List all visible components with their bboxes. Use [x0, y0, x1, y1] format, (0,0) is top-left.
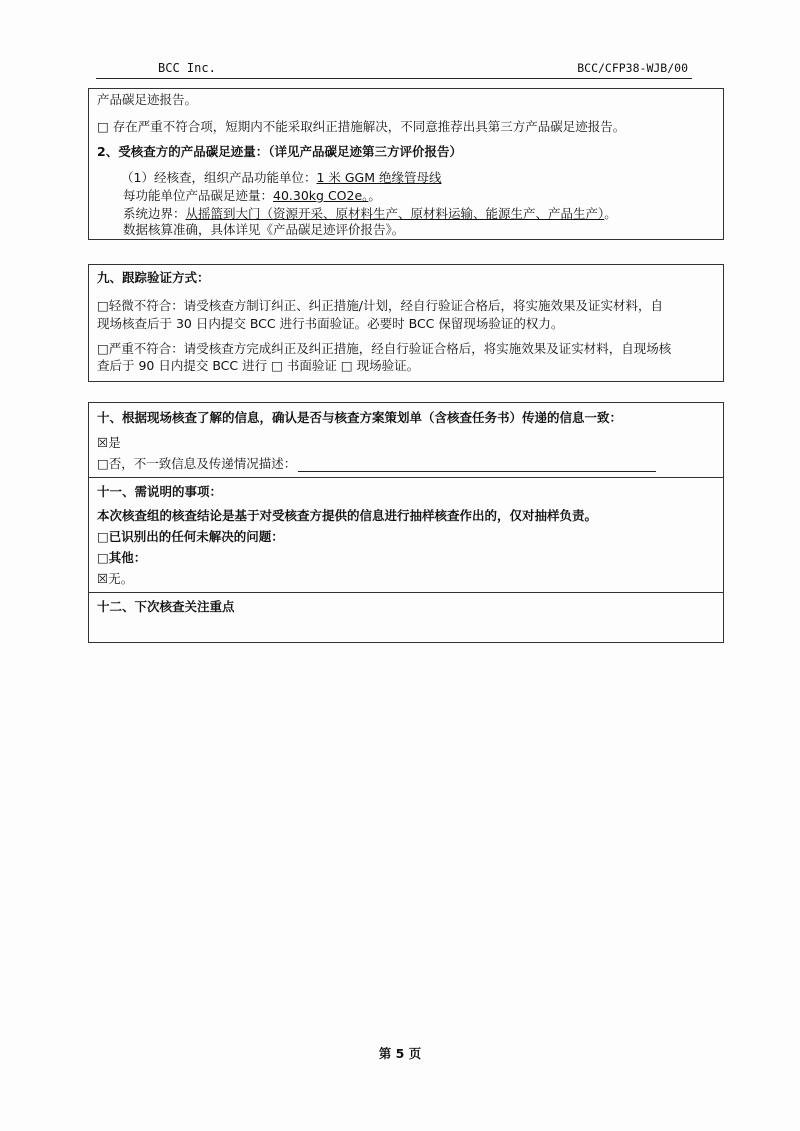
tracking-verification-heading: 九、跟踪验证方式： — [97, 270, 210, 285]
footprint-value: 40.30kg CO2e。 — [273, 188, 369, 203]
footprint-line: 每功能单位产品碳足迹量：40.30kg CO2e。。 — [123, 188, 381, 203]
page-number: 第 5 页 — [378, 1046, 422, 1061]
severe-nonconformity-line2: 查后于 90 日内提交 BCC 进行 □ 书面验证 □ 现场验证。 — [97, 358, 420, 373]
divider — [89, 592, 723, 593]
company-name: BCC Inc. — [158, 61, 216, 75]
report-continuation: 产品碳足迹报告。 — [97, 92, 198, 107]
unresolved-issues-option: □已识别出的任何未解决的问题： — [97, 529, 284, 544]
section9-box — [88, 264, 724, 382]
functional-unit-value: 1 米 GGM 绝缘管母线 — [316, 170, 442, 185]
consistency-no-option: □否，不一致信息及传递情况描述： — [97, 456, 656, 472]
document-code: BCC/CFP38-WJB/00 — [577, 61, 688, 75]
consistency-yes-option: ☒是 — [97, 435, 121, 450]
conclusion-statement: 本次核查组的核查结论是基于对受核查方提供的信息进行抽样核查作出的，仅对抽样负责。 — [97, 508, 598, 523]
severe-nonconformity-line1: □严重不符合：请受核查方完成纠正及纠正措施，经自行验证合格后，将实施效果及证实材料，自现场核 — [97, 341, 672, 356]
none-option: ☒无。 — [97, 571, 134, 586]
system-boundary-line: 系统边界：从摇篮到大门（资源开采、原材料生产、原材料运输、能源生产、产品生产）。 — [123, 206, 617, 221]
minor-nonconformity-line1: □轻微不符合：请受核查方制订纠正、纠正措施/计划，经自行验证合格后，将实施效果及证实材料，自 — [97, 298, 664, 313]
description-blank-line — [298, 459, 656, 472]
minor-nonconformity-line2: 现场核查后于 30 日内提交 BCC 进行书面验证。必要时 BCC 保留现场验证的权力。 — [97, 316, 564, 331]
section10-12-box — [88, 402, 724, 643]
section8-box — [88, 88, 724, 240]
functional-unit-line: （1）经核查，组织产品功能单位：1 米 GGM 绝缘管母线 — [121, 170, 442, 185]
data-accuracy-line: 数据核算准确，具体详见《产品碳足迹评价报告》。 — [123, 222, 405, 237]
carbon-footprint-heading: 2、受核查方的产品碳足迹量：（详见产品碳足迹第三方评价报告） — [97, 144, 462, 159]
page-header — [96, 58, 692, 79]
system-boundary-value: 从摇篮到大门（资源开采、原材料生产、原材料运输、能源生产、产品生产） — [185, 206, 605, 221]
consistency-heading: 十、根据现场核查了解的信息，确认是否与核查方案策划单（含核查任务书）传递的信息一致： — [97, 410, 623, 425]
severe-nonconformity-option: □ 存在严重不符合项，短期内不能采取纠正措施解决，不同意推荐出具第三方产品碳足迹报告。 — [97, 119, 626, 134]
divider — [89, 477, 723, 478]
other-option: □其他： — [97, 550, 147, 565]
notes-heading: 十一、需说明的事项： — [97, 484, 223, 499]
next-audit-focus-heading: 十二、下次核查关注重点 — [97, 599, 235, 614]
